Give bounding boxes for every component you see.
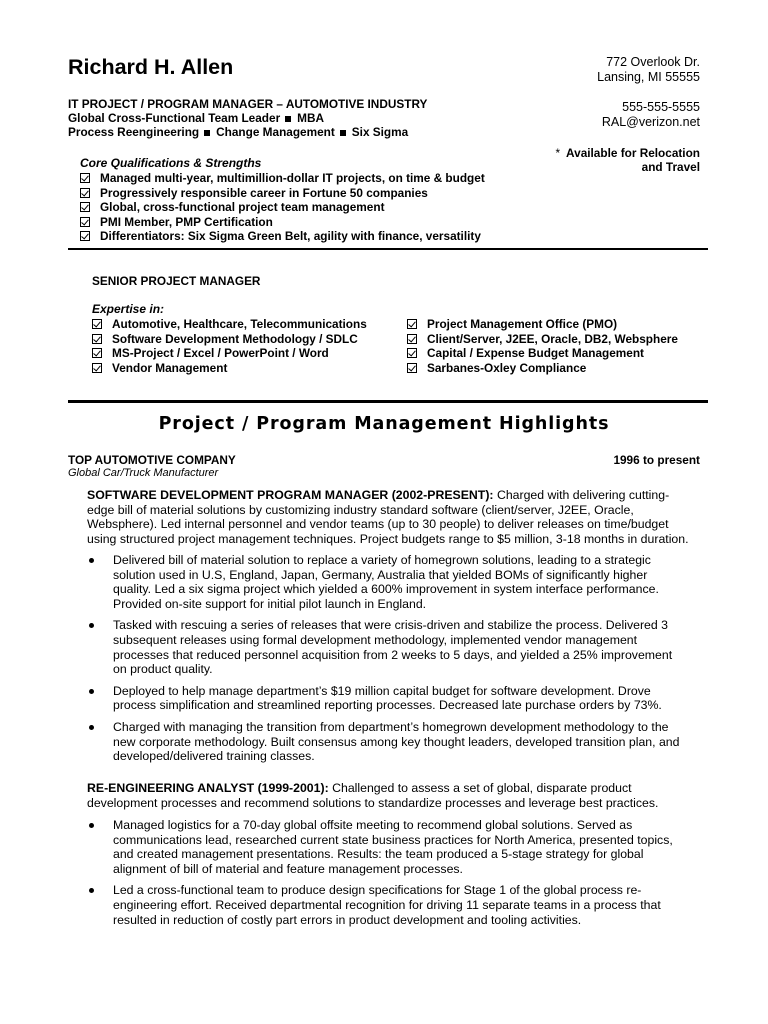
summary-line: development processes and recommend solutions to standardize processes and leverage best practices.: [87, 795, 659, 810]
list-item: [87, 883, 704, 927]
list-item: [87, 720, 704, 764]
checkbox-icon: [407, 348, 417, 358]
role-title: SOFTWARE DEVELOPMENT PROGRAM MANAGER (2002-PRESENT):: [87, 488, 494, 502]
company-description: Global Car/Truck Manufacturer: [68, 467, 219, 479]
list-item: [92, 332, 367, 347]
divider: [68, 400, 708, 403]
relocation-line-2: and Travel: [641, 159, 700, 174]
checkbox-icon: [92, 348, 102, 358]
divider: [68, 248, 708, 250]
list-item: [80, 171, 485, 186]
employment-dates: 1996 to present: [613, 453, 700, 467]
list-item: [92, 346, 367, 361]
summary-line: Challenged to assess a set of global, disparate product: [332, 781, 632, 795]
bullet-line: processes that reduced personnel acquisition from 2 weeks to 5 days, and yielded a 25% improvement: [113, 647, 673, 662]
bullet-icon: [89, 725, 94, 730]
expertise-list-right: [407, 317, 678, 375]
role-summary: [87, 781, 704, 810]
checkbox-icon: [407, 319, 417, 329]
list-item-text: Vendor Management: [112, 360, 228, 375]
job-title: IT PROJECT / PROGRAM MANAGER – AUTOMOTIVE INDUSTRY: [68, 97, 428, 111]
email-address: RAL@verizon.net: [601, 115, 700, 129]
bullet-icon: [89, 689, 94, 694]
checkbox-icon: [92, 319, 102, 329]
title-line-3: [68, 125, 427, 139]
candidate-name: Richard H. Allen: [68, 55, 234, 79]
checkbox-icon: [92, 363, 102, 373]
title-item: Change Management: [216, 125, 335, 140]
bullet-line: Led a cross-functional team to produce design specifications for Stage 1 of the global process re-: [113, 883, 642, 898]
summary-line: using structured project management techniques. Project budgets range to $5 million, 3-18 months in duration.: [87, 531, 689, 546]
bullet-line: alignment of bill of material and feature management processes.: [113, 861, 463, 876]
list-item-text: Software Development Methodology / SDLC: [112, 331, 358, 346]
list-item-text: Global, cross-functional project team management: [100, 200, 385, 215]
bullet-square-icon: [204, 130, 210, 136]
list-item-text: Automotive, Healthcare, Telecommunications: [112, 317, 367, 331]
list-item: [407, 346, 678, 361]
list-item-text: Project Management Office (PMO): [427, 317, 618, 331]
bullet-line: Deployed to help manage department’s $19 million capital budget for software development. Drove: [113, 683, 651, 698]
summary-line: edge bill of material solutions by customizing industry standard software (client/server, J2EE, Oracle,: [87, 502, 634, 517]
bullet-line: Delivered bill of material solution to replace a variety of homegrown solutions, leading to a strategic: [113, 553, 651, 567]
title-line-2: [68, 111, 427, 125]
address-block: [597, 55, 700, 85]
asterisk: *: [555, 146, 561, 160]
section-heading: Project / Program Management Highlights: [158, 414, 610, 434]
bullet-line: quality. Led a six sigma project which yielded a 600% improvement in system interface performance.: [113, 582, 659, 597]
list-item: [407, 361, 678, 376]
list-item: [92, 317, 367, 332]
bullet-line: and created management presentations. Results: the team produced a 5-stage strategy for global: [113, 847, 644, 862]
list-item-text: Capital / Expense Budget Management: [427, 346, 644, 361]
checkbox-icon: [80, 188, 90, 198]
list-item: [92, 361, 367, 376]
checkbox-icon: [407, 334, 417, 344]
bullet-icon: [89, 823, 94, 828]
bullet-line: Managed logistics for a 70-day global offsite meeting to recommend global solutions. Served as: [113, 818, 633, 832]
title-item: Process Reengineering: [68, 125, 200, 140]
role-title: RE-ENGINEERING ANALYST (1999-2001):: [87, 781, 329, 795]
bullet-line: communications lead, researched current state business practices for North America, presented topics,: [113, 832, 673, 847]
list-item: [80, 186, 485, 201]
title-item: Global Cross-Functional Team Leader: [68, 111, 281, 126]
bullet-icon: [89, 888, 94, 893]
list-item-text: MS-Project / Excel / PowerPoint / Word: [112, 346, 329, 361]
list-item-text: Client/Server, J2EE, Oracle, DB2, Websphere: [427, 331, 678, 346]
list-item-text: Progressively responsible career in Fortune 50 companies: [100, 185, 428, 200]
bullet-line: process simplification and streamlined reporting processes. Decreased late purchase orders by 73%.: [113, 698, 662, 713]
company-name: TOP AUTOMOTIVE COMPANY: [68, 453, 236, 467]
bullet-line: new corporate methodology. Built consensus among key thought leaders, developed transition plan, and: [113, 734, 680, 749]
contact-block: [602, 100, 700, 130]
bullet-line: Tasked with rescuing a series of releases that were crisis-driven and stabilize the process. Delivered 3: [113, 618, 668, 633]
list-item: [87, 684, 704, 713]
bullet-line: engineering effort. Received departmental recognition for driving 11 separate teams in a process that: [113, 897, 661, 912]
list-item: [80, 215, 485, 230]
address-line-2: Lansing, MI 55555: [597, 70, 700, 84]
bullet-line: subsequent releases using formal development methodology, implemented vendor management: [113, 632, 638, 647]
bullet-icon: [89, 623, 94, 628]
list-item-text: Managed multi-year, multimillion-dollar IT projects, on time & budget: [100, 171, 485, 185]
list-item-text: Differentiators: Six Sigma Green Belt, agility with finance, versatility: [100, 229, 481, 244]
bullet-line: Provided on-site support for initial pilot launch in England.: [113, 596, 427, 611]
relocation-note: [555, 147, 700, 174]
core-qualifications-list: [80, 171, 485, 244]
list-item: [80, 229, 485, 244]
list-item: [87, 818, 704, 876]
expertise-list-left: [92, 317, 367, 375]
list-item-text: PMI Member, PMP Certification: [100, 214, 273, 229]
checkbox-icon: [80, 231, 90, 241]
summary-line: Websphere). Led internal personnel and vendor teams (up to 30 people) to deliver releases on time/budget: [87, 517, 669, 532]
role-summary: [87, 488, 704, 546]
bullet-square-icon: [285, 116, 291, 122]
core-qualifications-heading: Core Qualifications & Strengths: [80, 156, 262, 170]
title-block: [68, 97, 427, 140]
bullet-line: solution used in U.S, England, Japan, Germany, Australia that yielded BOMs of significantly higher: [113, 567, 648, 582]
checkbox-icon: [80, 173, 90, 183]
achievement-list: [87, 553, 704, 771]
bullet-line: on product quality.: [113, 662, 213, 677]
checkbox-icon: [407, 363, 417, 373]
title-item: MBA: [297, 111, 325, 126]
list-item: [87, 618, 704, 676]
list-item: [87, 553, 704, 611]
list-item: [407, 317, 678, 332]
role-heading: SENIOR PROJECT MANAGER: [92, 274, 261, 288]
achievement-list: [87, 818, 704, 934]
checkbox-icon: [92, 334, 102, 344]
bullet-icon: [89, 558, 94, 563]
summary-line: Charged with delivering cutting-: [496, 488, 670, 502]
list-item-text: Sarbanes-Oxley Compliance: [427, 360, 587, 375]
checkbox-icon: [80, 202, 90, 212]
bullet-line: resulted in reduction of costly part errors in product development and tooling activities.: [113, 912, 582, 927]
list-item: [407, 332, 678, 347]
phone-number: 555-555-5555: [622, 100, 700, 114]
bullet-square-icon: [340, 130, 346, 136]
list-item: [80, 200, 485, 215]
title-item: Six Sigma: [351, 125, 409, 140]
checkbox-icon: [80, 217, 90, 227]
bullet-line: Charged with managing the transition from department’s homegrown development methodology to the: [113, 719, 669, 734]
bullet-line: developed/delivered training classes.: [113, 749, 315, 764]
expertise-heading: Expertise in:: [92, 302, 165, 316]
relocation-line-1: Available for Relocation: [566, 146, 700, 160]
address-line-1: 772 Overlook Dr.: [606, 55, 700, 69]
